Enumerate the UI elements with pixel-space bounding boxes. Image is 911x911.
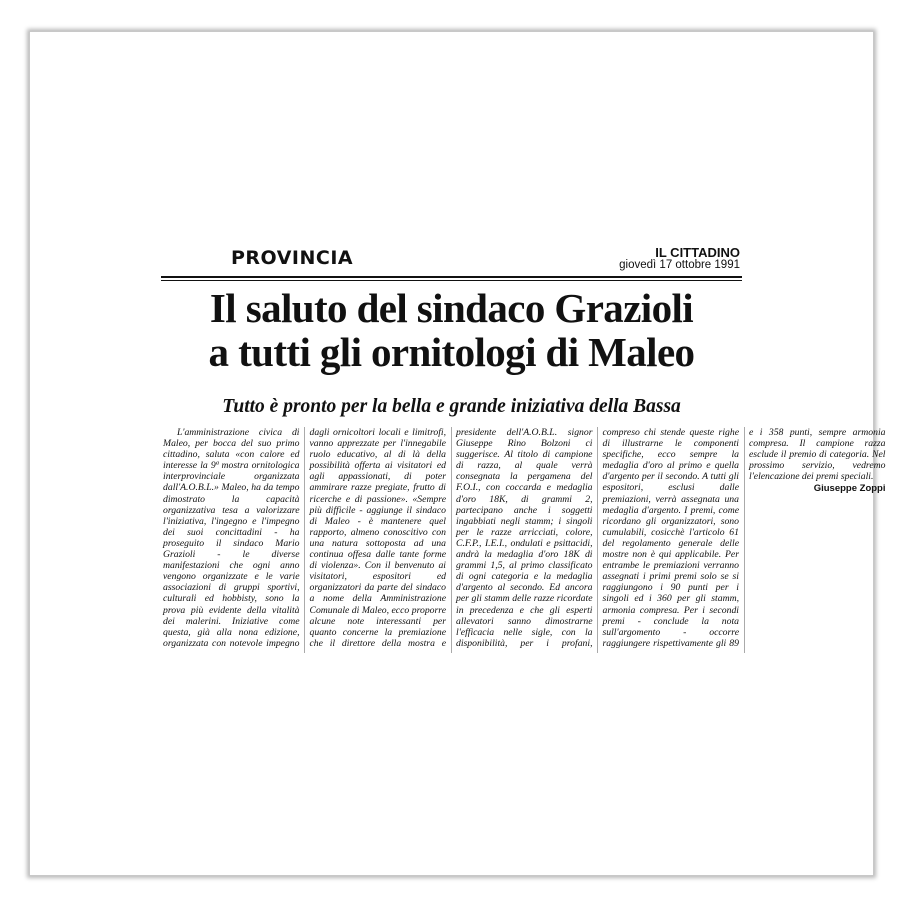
headline <box>163 286 740 374</box>
article-body <box>163 427 886 653</box>
newspaper-clipping <box>157 241 886 659</box>
headline-line-2: a tutti gli ornitologi di Maleo <box>208 329 695 375</box>
header-rule <box>161 276 742 278</box>
article-text: L'amministrazione civica di Maleo, per bocca del suo primo cittadino, saluta «con calore ed interesse la 9ª mostra ornitologica interprovinciale organizzata dall'A.O.B.L.» Maleo, ha da tempo dimostrato la capacità organizzativa tesa a valorizzare l'iniziativa, l'ingegno e l'impegno dei suoi concittadini - ha proseguito il sindaco Mario Grazioli - le diverse manifestazioni che ogni anno vengono organizzate e le varie associazioni di gruppi sportivi, culturali ed hobbisty, sono la prova più evidente della vitalità dei malerini. Iniziative come questa, già alla nona edizione, organizzata con notevole impegno dagli ornicoltori locali e limitrofi, vanno apprezzate per l'innegabile ruolo educativo, al di là della possibilità offerta ai visitatori ed agli appassionati, di poter ammirare razze pregiate, frutto di ricerche e di passione». «Sempre più difficile - aggiunge il sindaco di Maleo - è mantenere quel rapporto, almeno conoscitivo con una natura sottoposta ad una continua offesa dalle tante forme di violenza». Con il benvenuto ai visitatori, espositori ed organizzatori da parte del sindaco a nome della Amministrazione Comunale di Maleo, ecco proporre alcune note interessanti per quanto concerne la premiazione che il direttore della mostra e presidente dell'A.O.B.L. signor Giuseppe Rino Bolzoni ci suggerisce. Al titolo di campione di razza, al quale verrà consegnata la pergamena del F.O.I., con coccarda e medaglia d'oro 18K, di grammi 2, partecipano anche i soggetti ingabbiati negli stamm; i singoli per le razze arricciati, colore, C.F.P., I.E.I., ondulati e psittacidi, andrà la medaglia d'oro 18K di grammi 1,5, al primo classificato di ogni categoria e la medaglia d'argento al secondo. Ed ancora per gli stamm delle razze ricordate in precedenza e che gli esperti allevatori sanno dimostrarne l'efficacia nelle sigle, con la disponibilità, per i profani, compreso chi stende queste righe di illustrarne le componenti specifiche, ecco sempre la medaglia d'oro al primo e quella d'argento per il secondo. A tutti gli espositori, esclusi dalle premiazioni, verrà assegnata una medaglia d'argento. I premi, come ricordano gli organizzatori, sono cumulabili, cosicchè l'articolo 61 del regolamento generale delle mostre non è qui applicabile. Per entrambe le premiazioni verranno assegnati i primi premi solo se si raggiungono i 90 punti per i singoli ed i 360 per gli stamm, armonia compresa. Per i secondi premi - conclude la nota sull'argomento - occorre raggiungere rispettivamente gli 89 e i 358 punti, sempre armonia compresa. Il campione razza esclude il premio di categoria. Nel prossimo servizio, vedremo l'elencazione dei premi speciali. <box>163 427 886 649</box>
newspaper-name: IL CITTADINO <box>655 245 740 260</box>
headline-line-1: Il saluto del sindaco Grazioli <box>209 285 694 331</box>
subheadline: Tutto è pronto per la bella e grande iniziativa della Bassa <box>222 396 681 417</box>
byline: Giuseppe Zoppi <box>813 483 886 495</box>
clipping-header <box>157 241 746 279</box>
header-rule-thin <box>161 280 742 281</box>
publication-date: giovedì 17 ottobre 1991 <box>619 259 740 271</box>
section-label: PROVINCIA <box>231 247 354 269</box>
masthead <box>619 246 740 272</box>
